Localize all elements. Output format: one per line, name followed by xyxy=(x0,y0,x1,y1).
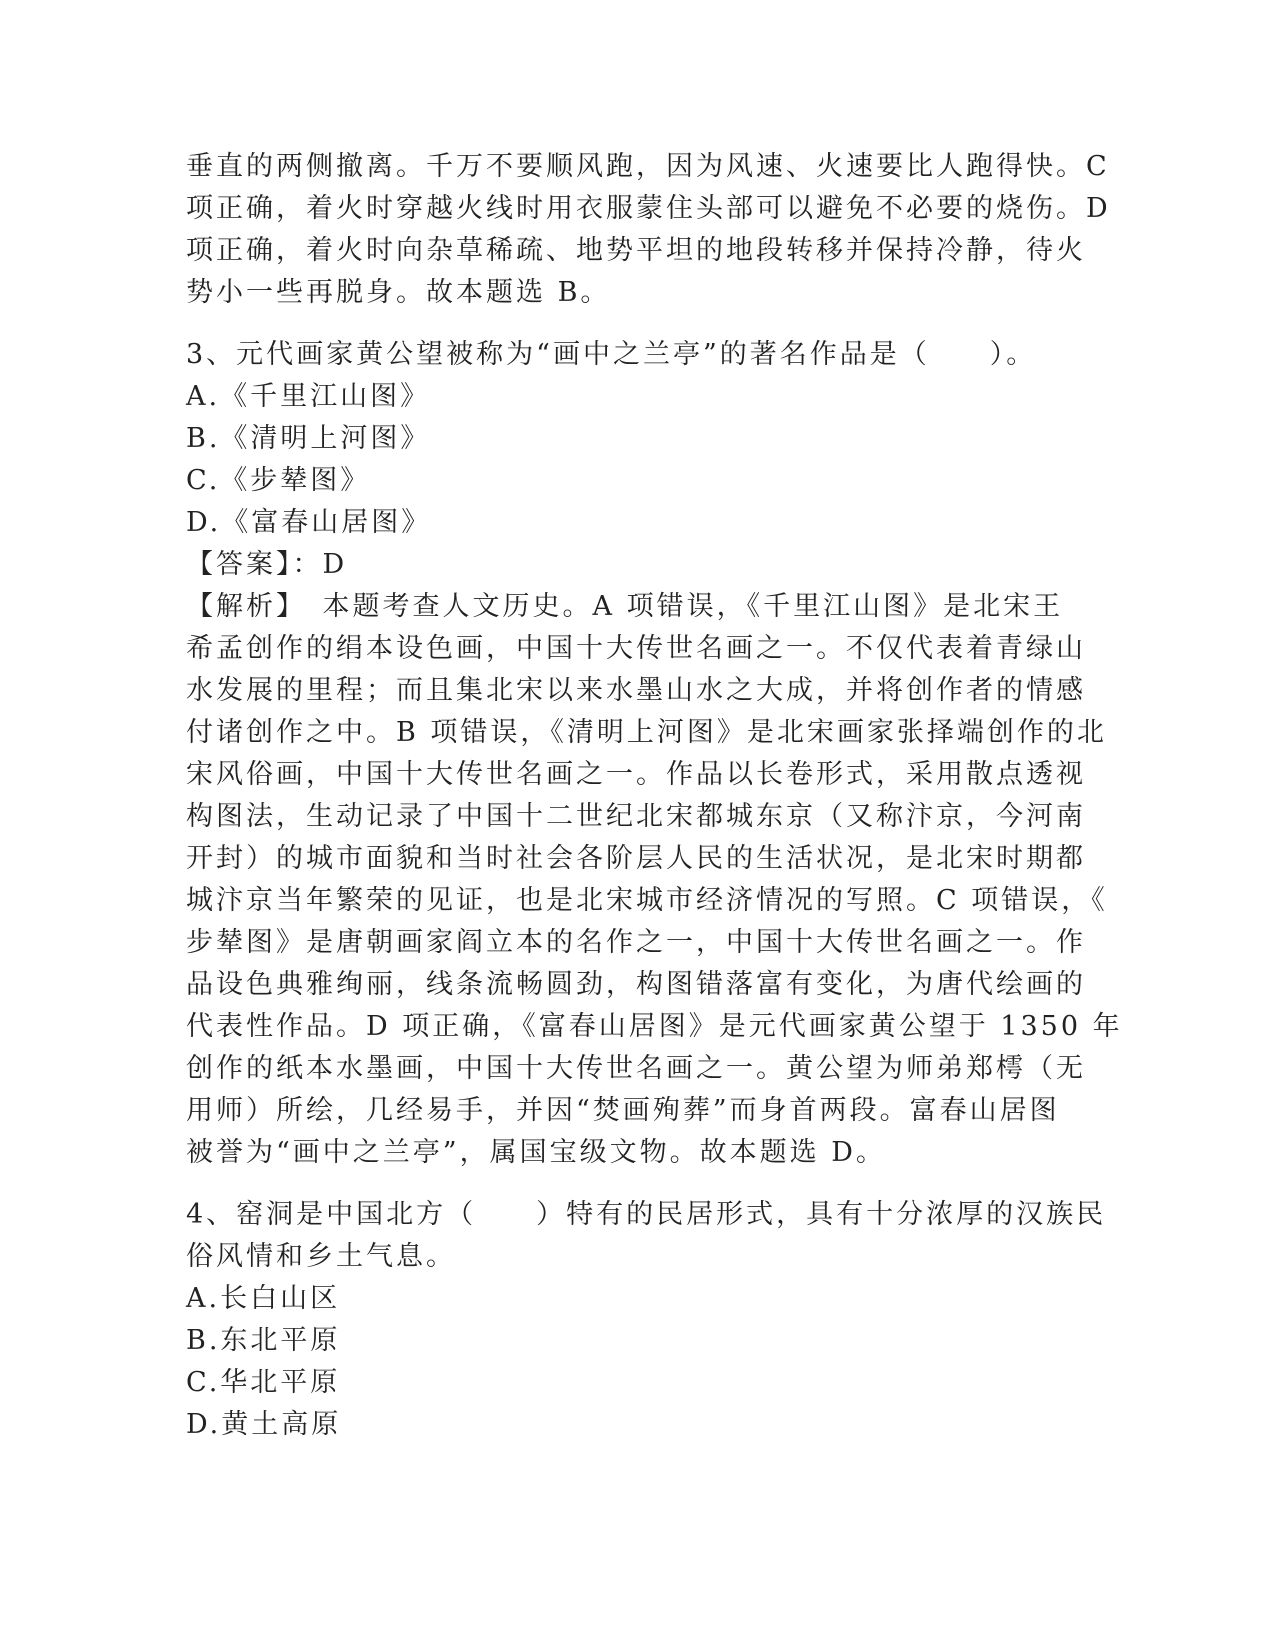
analysis-line: 【解析】 本题考查人文历史。A 项错误，《千里江山图》是北宋王 xyxy=(186,591,1064,622)
option-d: D.《富春山居图》 xyxy=(186,507,432,538)
analysis-line: 用师）所绘，几经易手，并因“焚画殉葬”而身首两段。富春山居图 xyxy=(186,1095,1060,1126)
question-stem: 3、元代画家黄公望被称为“画中之兰亭”的著名作品是（ ）。 xyxy=(186,339,1037,370)
analysis-line: 水发展的里程；而且集北宋以来水墨山水之大成，并将创作者的情感 xyxy=(186,675,1086,706)
analysis xyxy=(186,586,1123,1174)
question-stem: 俗风情和乡土气息。 xyxy=(186,1241,456,1272)
analysis-line: 构图法，生动记录了中国十二世纪北宋都城东京（又称汴京，今河南 xyxy=(186,801,1086,832)
analysis-line: 创作的纸本水墨画，中国十大传世名画之一。黄公望为师弟郑樗（无 xyxy=(186,1053,1086,1084)
analysis-line: 品设色典雅绚丽，线条流畅圆劲，构图错落富有变化，为唐代绘画的 xyxy=(186,969,1086,1000)
option-b: B.东北平原 xyxy=(186,1325,341,1356)
analysis-line: 步辇图》是唐朝画家阎立本的名作之一，中国十大传世名画之一。作 xyxy=(186,927,1086,958)
analysis-line: 开封）的城市面貌和当时社会各阶层人民的生活状况，是北宋时期都 xyxy=(186,843,1086,874)
option-a: A.《千里江山图》 xyxy=(186,381,431,412)
analysis-line: 被誉为“画中之兰亭”，属国宝级文物。故本题选 D。 xyxy=(186,1137,886,1168)
text-line: 势小一些再脱身。故本题选 B。 xyxy=(186,277,611,308)
question-4 xyxy=(186,1194,1107,1446)
analysis-line: 城汴京当年繁荣的见证，也是北宋城市经济情况的写照。C 项错误，《 xyxy=(186,885,1108,916)
option-a: A.长白山区 xyxy=(186,1283,341,1314)
option-c: C.华北平原 xyxy=(186,1367,341,1398)
answer-line: 【答案】：D xyxy=(186,549,348,580)
question-3 xyxy=(186,334,1123,1174)
option-d: D.黄土高原 xyxy=(186,1409,342,1440)
analysis-line: 宋风俗画，中国十大传世名画之一。作品以长卷形式，采用散点透视 xyxy=(186,759,1086,790)
analysis-line: 付诸创作之中。B 项错误，《清明上河图》是北宋画家张择端创作的北 xyxy=(186,717,1107,748)
question-stem: 4、窑洞是中国北方（ ）特有的民居形式，具有十分浓厚的汉族民 xyxy=(186,1199,1107,1230)
analysis-line: 希孟创作的绢本设色画，中国十大传世名画之一。不仅代表着青绿山 xyxy=(186,633,1086,664)
option-c: C.《步辇图》 xyxy=(186,465,371,496)
text-line: 项正确，着火时穿越火线时用衣服蒙住头部可以避免不必要的烧伤。D xyxy=(186,193,1111,224)
analysis-line: 代表性作品。D 项正确，《富春山居图》是元代画家黄公望于 1350 年 xyxy=(186,1011,1123,1042)
option-b: B.《清明上河图》 xyxy=(186,423,431,454)
text-line: 垂直的两侧撤离。千万不要顺风跑，因为风速、火速要比人跑得快。C xyxy=(186,151,1110,182)
text-line: 项正确，着火时向杂草稀疏、地势平坦的地段转移并保持冷静，待火 xyxy=(186,235,1086,266)
document-page xyxy=(186,146,1123,1446)
previous-explanation xyxy=(186,146,1111,314)
